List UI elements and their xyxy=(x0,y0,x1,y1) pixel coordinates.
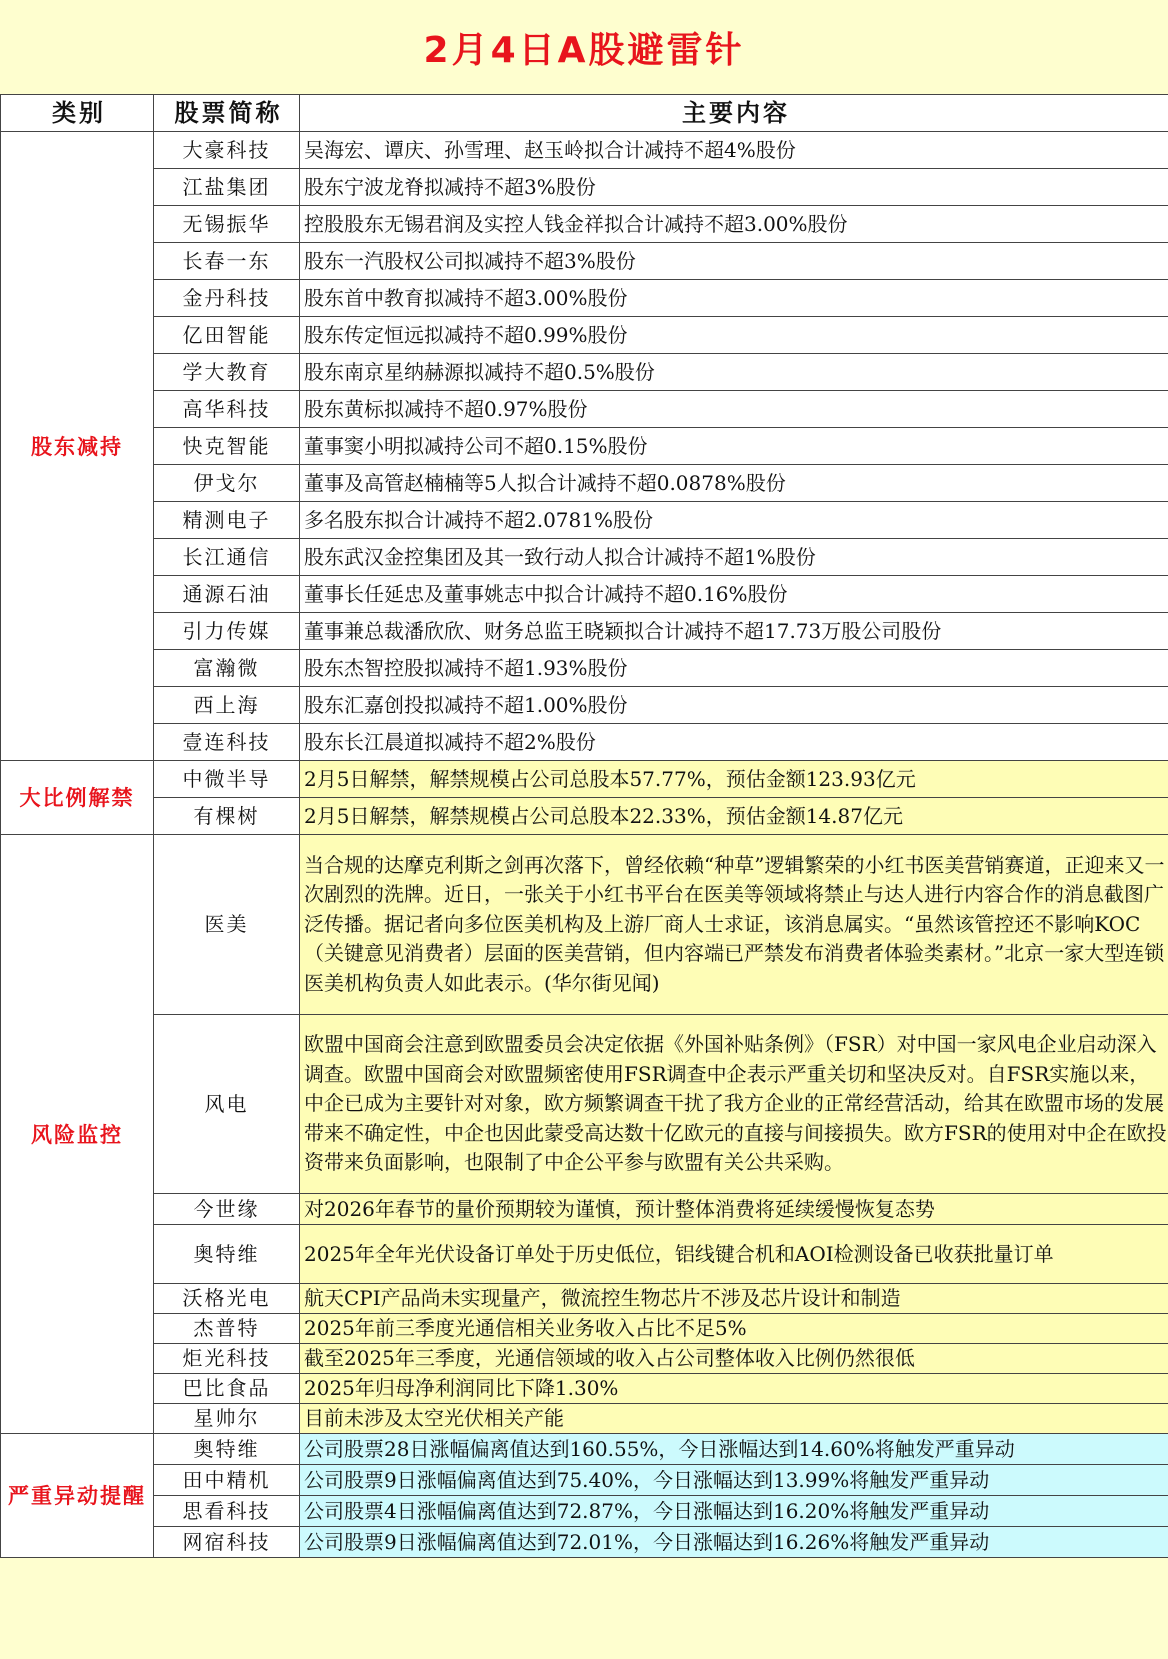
stock-name: 今世缘 xyxy=(154,1194,300,1225)
row-content: 股东汇嘉创投拟减持不超1.00%股份 xyxy=(300,687,1168,724)
table-row xyxy=(1,724,1168,761)
row-content: 股东长江晨道拟减持不超2%股份 xyxy=(300,724,1168,761)
table-row xyxy=(1,798,1168,835)
row-content: 股东一汽股权公司拟减持不超3%股份 xyxy=(300,243,1168,280)
table-row xyxy=(1,169,1168,206)
stock-name: 炬光科技 xyxy=(154,1344,300,1374)
table-row xyxy=(1,354,1168,391)
stock-name: 西上海 xyxy=(154,687,300,724)
row-content: 航天CPI产品尚未实现量产，微流控生物芯片不涉及芯片设计和制造 xyxy=(300,1284,1168,1314)
row-content: 股东首中教育拟减持不超3.00%股份 xyxy=(300,280,1168,317)
table-row xyxy=(1,539,1168,576)
table-row xyxy=(1,502,1168,539)
table-row xyxy=(1,1314,1168,1344)
table-row xyxy=(1,317,1168,354)
header-category: 类别 xyxy=(1,95,154,132)
table-row xyxy=(1,1194,1168,1225)
table-row xyxy=(1,391,1168,428)
stock-name: 引力传媒 xyxy=(154,613,300,650)
stock-name: 网宿科技 xyxy=(154,1527,300,1558)
table-row xyxy=(1,206,1168,243)
stock-name: 巴比食品 xyxy=(154,1374,300,1404)
row-content: 股东武汉金控集团及其一致行动人拟合计减持不超1%股份 xyxy=(300,539,1168,576)
stock-name: 江盐集团 xyxy=(154,169,300,206)
table-row xyxy=(1,132,1168,169)
table-row xyxy=(1,1527,1168,1558)
stock-name: 长江通信 xyxy=(154,539,300,576)
table-row xyxy=(1,576,1168,613)
row-content: 股东南京星纳赫源拟减持不超0.5%股份 xyxy=(300,354,1168,391)
table-row xyxy=(1,687,1168,724)
table-row xyxy=(1,835,1168,1015)
table-row xyxy=(1,243,1168,280)
table-row xyxy=(1,1225,1168,1284)
stock-name: 精测电子 xyxy=(154,502,300,539)
stock-name: 伊戈尔 xyxy=(154,465,300,502)
stock-name: 有棵树 xyxy=(154,798,300,835)
header-content: 主要内容 xyxy=(300,95,1168,132)
row-content: 对2026年春节的量价预期较为谨慎，预计整体消费将延续缓慢恢复态势 xyxy=(300,1194,1168,1225)
stock-name: 无锡振华 xyxy=(154,206,300,243)
row-content: 多名股东拟合计减持不超2.0781%股份 xyxy=(300,502,1168,539)
table-row xyxy=(1,1404,1168,1434)
table-row xyxy=(1,428,1168,465)
stock-name: 奥特维 xyxy=(154,1434,300,1465)
row-content: 董事及高管赵楠楠等5人拟合计减持不超0.0878%股份 xyxy=(300,465,1168,502)
row-content: 2月5日解禁，解禁规模占公司总股本22.33%，预估金额14.87亿元 xyxy=(300,798,1168,835)
row-content: 2025年全年光伏设备订单处于历史低位，铝线键合机和AOI检测设备已收获批量订单 xyxy=(300,1225,1168,1284)
table-row xyxy=(1,1434,1168,1465)
table-row xyxy=(1,1015,1168,1194)
row-content: 公司股票4日涨幅偏离值达到72.87%，今日涨幅达到16.20%将触发严重异动 xyxy=(300,1496,1168,1527)
category-shareholder-reduction: 股东减持 xyxy=(1,132,154,761)
row-content: 截至2025年三季度，光通信领域的收入占公司整体收入比例仍然很低 xyxy=(300,1344,1168,1374)
stock-name: 思看科技 xyxy=(154,1496,300,1527)
row-content: 公司股票28日涨幅偏离值达到160.55%，今日涨幅达到14.60%将触发严重异动 xyxy=(300,1434,1168,1465)
row-content: 控股股东无锡君润及实控人钱金祥拟合计减持不超3.00%股份 xyxy=(300,206,1168,243)
table-row xyxy=(1,1465,1168,1496)
stock-name: 富瀚微 xyxy=(154,650,300,687)
table-row xyxy=(1,1374,1168,1404)
stock-risk-table xyxy=(0,94,1168,1558)
row-content: 2月5日解禁，解禁规模占公司总股本57.77%，预估金额123.93亿元 xyxy=(300,761,1168,798)
stock-name: 亿田智能 xyxy=(154,317,300,354)
table-header-row xyxy=(1,95,1168,132)
row-content: 2025年归母净利润同比下降1.30% xyxy=(300,1374,1168,1404)
row-content: 公司股票9日涨幅偏离值达到75.40%，今日涨幅达到13.99%将触发严重异动 xyxy=(300,1465,1168,1496)
row-content: 当合规的达摩克利斯之剑再次落下，曾经依赖“种草”逻辑繁荣的小红书医美营销赛道，正迎来又一次剧烈的洗牌。近日，一张关于小红书平台在医美等领域将禁止与达人进行内容合作的消息截图广泛传播。据记者向多位医美机构及上游厂商人士求证，该消息属实。“虽然该管控还不影响KOC（关键意见消费者）层面的医美营销，但内容端已严禁发布消费者体验类素材。”北京一家大型连锁医美机构负责人如此表示。(华尔街见闻) xyxy=(300,835,1168,1015)
row-content: 股东杰智控股拟减持不超1.93%股份 xyxy=(300,650,1168,687)
table-row xyxy=(1,1344,1168,1374)
row-content: 欧盟中国商会注意到欧盟委员会决定依据《外国补贴条例》（FSR）对中国一家风电企业启动深入调查。欧盟中国商会对欧盟频密使用FSR调查中企表示严重关切和坚决反对。自FSR实施以来，中企已成为主要针对对象，欧方频繁调查干扰了我方企业的正常经营活动，给其在欧盟市场的发展带来不确定性，中企也因此蒙受高达数十亿欧元的直接与间接损失。欧方FSR的使用对中企在欧投资带来负面影响，也限制了中企公平参与欧盟有关公共采购。 xyxy=(300,1015,1168,1194)
stock-name: 中微半导 xyxy=(154,761,300,798)
row-content: 股东传定恒远拟减持不超0.99%股份 xyxy=(300,317,1168,354)
stock-name: 医美 xyxy=(154,835,300,1015)
stock-name: 高华科技 xyxy=(154,391,300,428)
table-row xyxy=(1,465,1168,502)
stock-name: 星帅尔 xyxy=(154,1404,300,1434)
row-content: 股东黄标拟减持不超0.97%股份 xyxy=(300,391,1168,428)
row-content: 目前未涉及太空光伏相关产能 xyxy=(300,1404,1168,1434)
stock-name: 沃格光电 xyxy=(154,1284,300,1314)
row-content: 2025年前三季度光通信相关业务收入占比不足5% xyxy=(300,1314,1168,1344)
stock-name: 金丹科技 xyxy=(154,280,300,317)
table-row xyxy=(1,1496,1168,1527)
stock-name: 学大教育 xyxy=(154,354,300,391)
row-content: 公司股票9日涨幅偏离值达到72.01%，今日涨幅达到16.26%将触发严重异动 xyxy=(300,1527,1168,1558)
header-stock-name: 股票简称 xyxy=(154,95,300,132)
category-risk-monitoring: 风险监控 xyxy=(1,835,154,1434)
row-content: 董事兼总裁潘欣欣、财务总监王晓颖拟合计减持不超17.73万股公司股份 xyxy=(300,613,1168,650)
stock-name: 风电 xyxy=(154,1015,300,1194)
table-row xyxy=(1,1284,1168,1314)
stock-name: 通源石油 xyxy=(154,576,300,613)
stock-name: 壹连科技 xyxy=(154,724,300,761)
row-content: 董事窦小明拟减持公司不超0.15%股份 xyxy=(300,428,1168,465)
table-row xyxy=(1,650,1168,687)
page-title: 2月4日A股避雷针 xyxy=(423,29,745,71)
row-content: 董事长任延忠及董事姚志中拟合计减持不超0.16%股份 xyxy=(300,576,1168,613)
stock-name: 快克智能 xyxy=(154,428,300,465)
stock-name: 大豪科技 xyxy=(154,132,300,169)
stock-name: 长春一东 xyxy=(154,243,300,280)
table-row xyxy=(1,761,1168,798)
table-row xyxy=(1,280,1168,317)
stock-name: 田中精机 xyxy=(154,1465,300,1496)
stock-name: 杰普特 xyxy=(154,1314,300,1344)
category-abnormal-alert: 严重异动提醒 xyxy=(1,1434,154,1558)
category-large-unlock: 大比例解禁 xyxy=(1,761,154,835)
row-content: 吴海宏、谭庆、孙雪理、赵玉岭拟合计减持不超4%股份 xyxy=(300,132,1168,169)
table-row xyxy=(1,613,1168,650)
row-content: 股东宁波龙脊拟减持不超3%股份 xyxy=(300,169,1168,206)
stock-name: 奥特维 xyxy=(154,1225,300,1284)
